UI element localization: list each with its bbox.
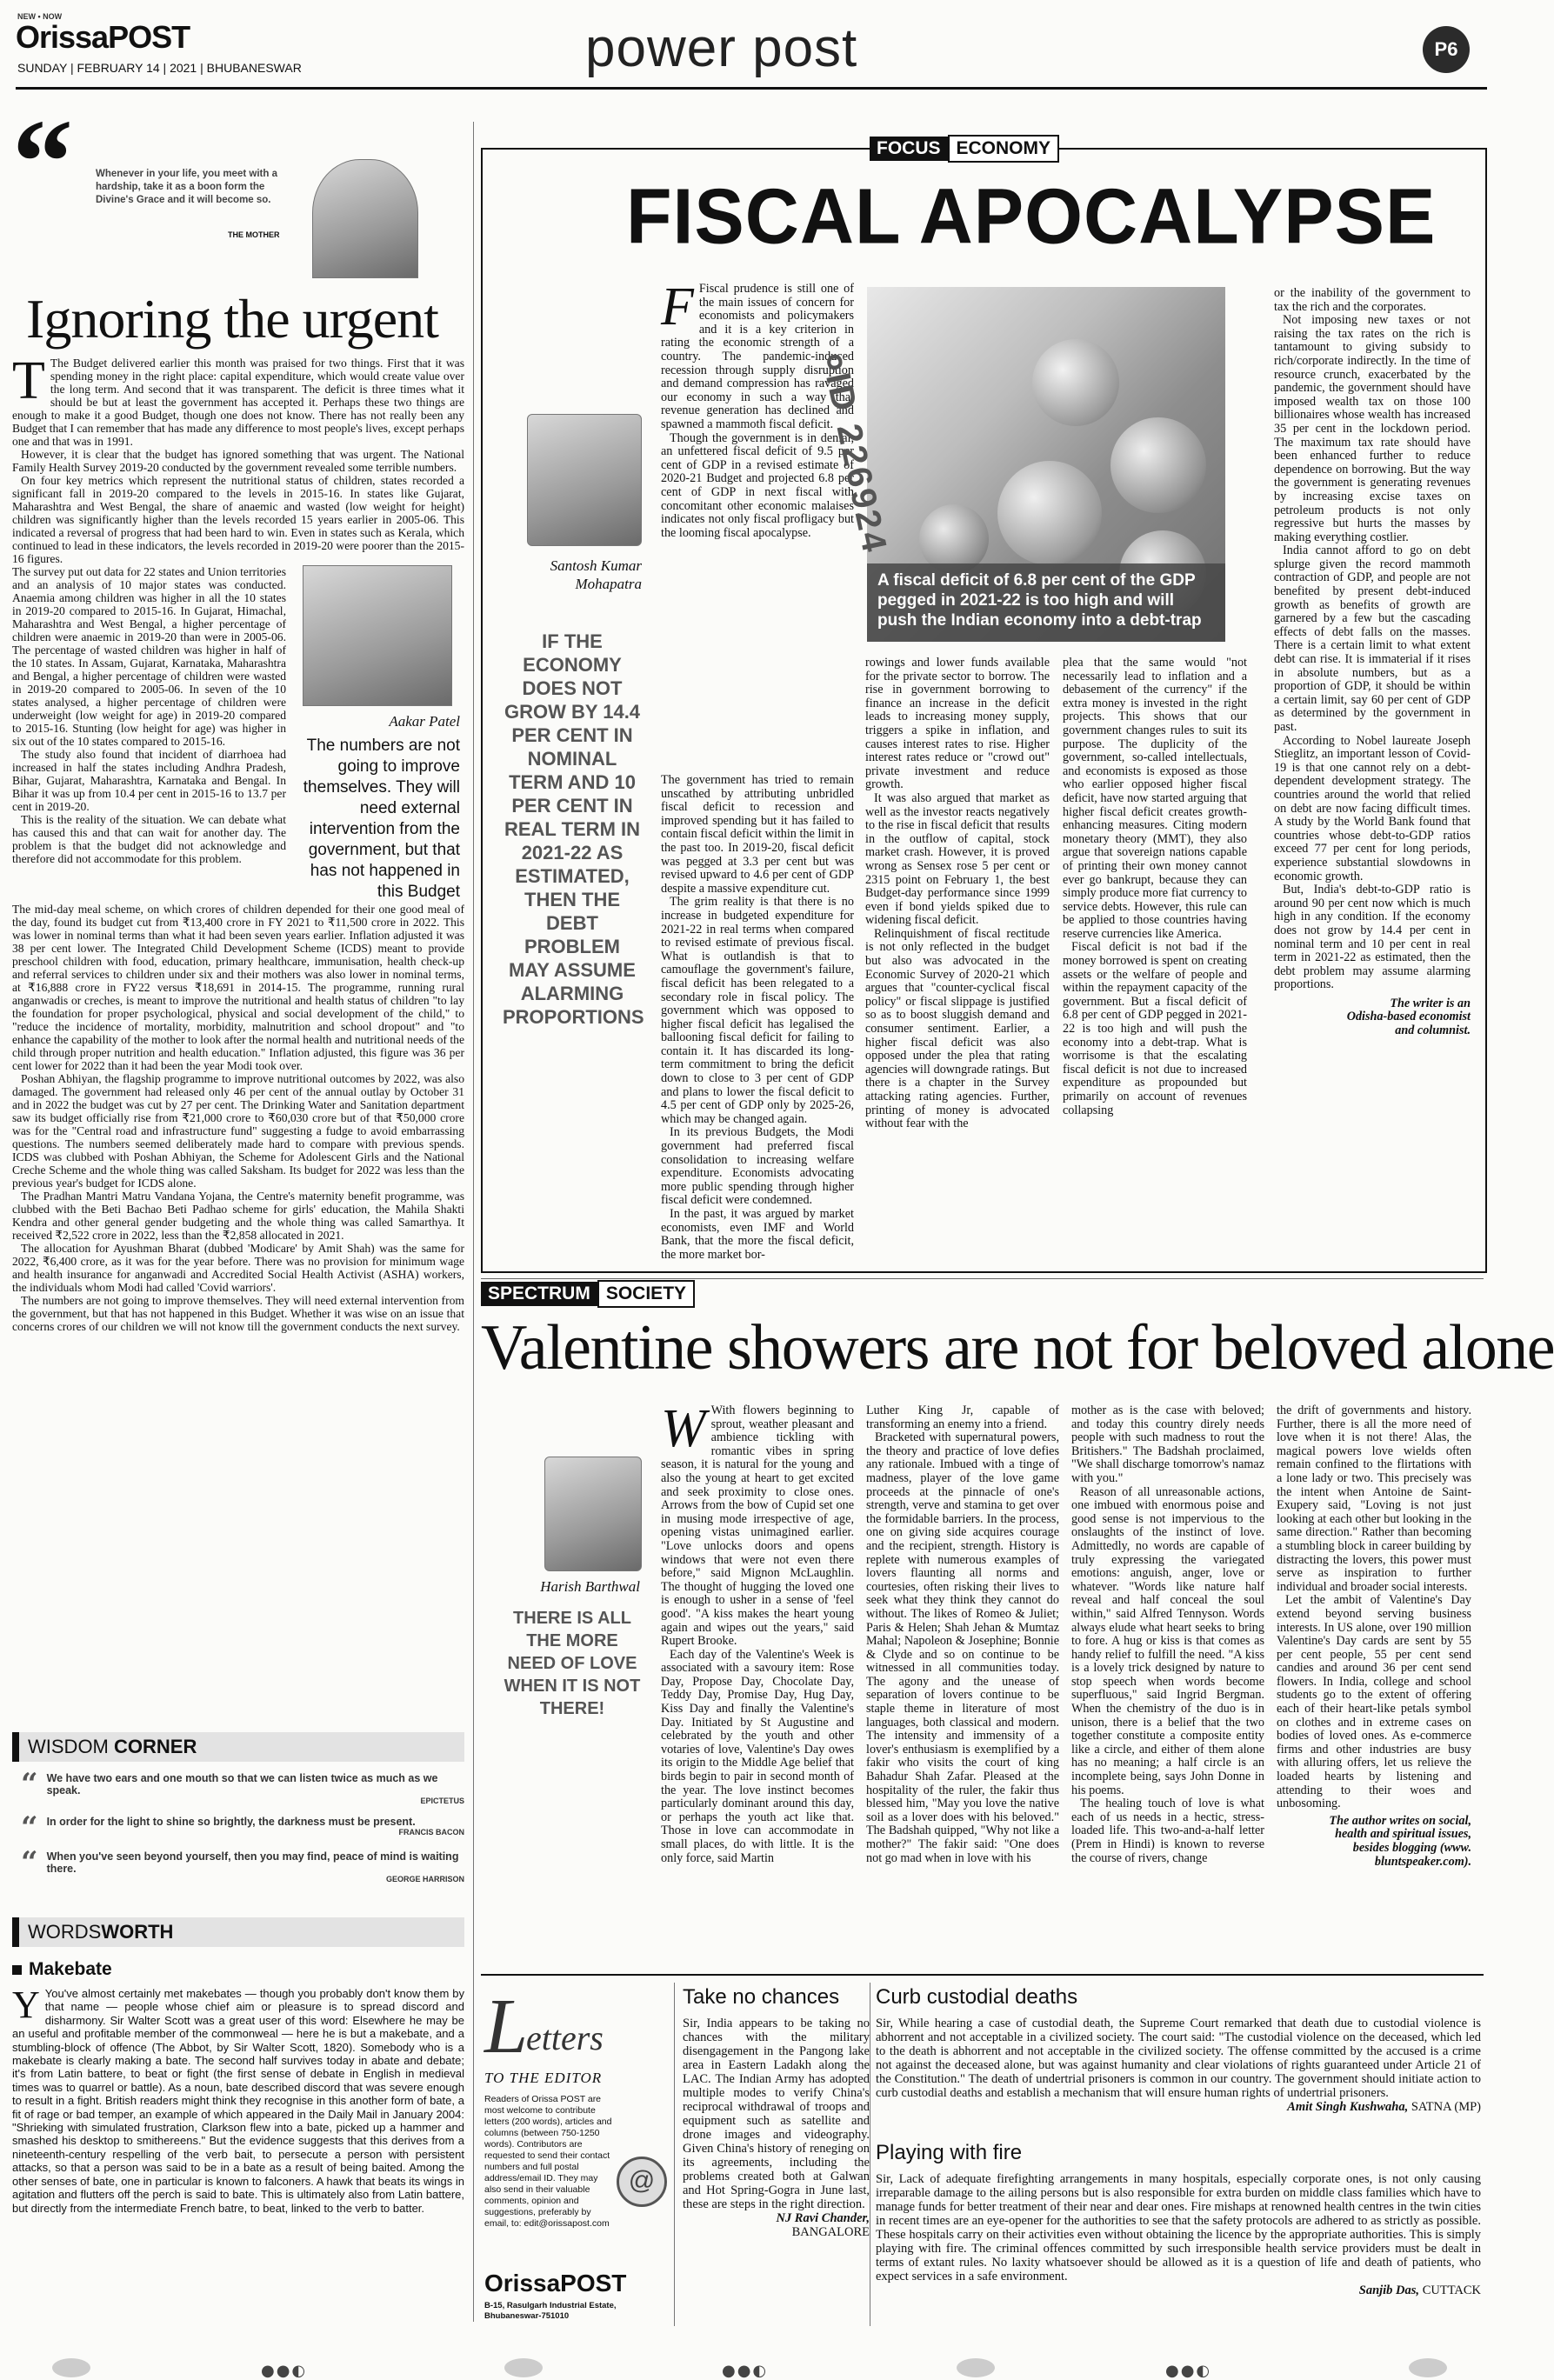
dropcap: F (661, 277, 694, 337)
page-decoration-dots: ●●◐ (722, 2362, 769, 2380)
paragraph: the drift of governments and history. Further, there is all the more need of love when it is not there! Alas, the magical powers love wields often remain confined to the flirtations with a lone lady or two. This precisely was the intent when Antoine de Saint-Exupery said, "Loving is not just looking at each other but looking in the same direction." Rather than becoming a stumbling block in career building by distracting the lovers, this power must serve as inspiration to further individual and broader social interests. (1277, 1403, 1471, 1594)
paragraph: Relinquishment of fiscal rectitude is not only reflected in the budget but also was advocated in the Economic Survey of 2020-21 which argues that "counter-cyclical fiscal policy" or fiscal slippage is justified so as to boost sluggish demand and consumer sentiment. Earlier, a higher fiscal deficit was also opposed under the plea that rating agencies will downgrade ratings. But there is a chapter in the Survey attacking rating agencies. Further, printing of money is advocated without fear with the (865, 926, 1050, 1131)
letter-playing-fire (876, 2141, 1481, 2297)
paragraph: Fiscal deficit is not bad if the money borrowed is spent on creating assets or the welfare of people and within the repayment capacity of the government. But a fiscal deficit of 6.8 per cent of GDP pegged in 2021-22 is too high and will push the economy into a debt-trap. What is worrisome is that the escalating fiscal deficit is not due to increased expenditure as propounded but primarily on account of revenues collapsing (1063, 940, 1247, 1117)
letters-logo: OrissaPOST (484, 2270, 627, 2297)
wordsworth-title-2: WORTH (101, 1921, 174, 1943)
fiscal-col-2 (661, 774, 854, 1261)
paragraph: The numbers are not going to improve themselves. They will need external intervention from the government, but that has not happened in this Budget. Whether it was wise on an issue that concerns crores of our children we will not know till the government conducts the next survey. (12, 1294, 464, 1333)
paragraph: In its previous Budgets, the Modi government had preferred fiscal consolidation to increasing welfare expenditure. Economists advocating more public spending through higher fiscal deficit were condemned. (661, 1125, 854, 1208)
page-decoration (52, 2358, 90, 2377)
letter-signature: NJ Ravi Chander, (776, 2211, 870, 2225)
paragraph: The Pradhan Mantri Matru Vandana Yojana, the Centre's maternity benefit programme, was clubbed with the Beti Bachao Beti Padhao scheme for girls' education, the Mahila Shakti Kendra and other general gender budgeting and the whole thing was called Samarthya. It received ₹2,522 crore in 2022, less than the ₹2,858 allocated in 2021. (12, 1190, 464, 1242)
dropcap: Y (12, 1983, 40, 2026)
paragraph: The Budget delivered earlier this month was praised for two things. First that it was spending money in the right place: capital expenditure, which would create value over the long term. And second that it was transparent. The deficit is three times what it should be but at least the government has accepted it. Perhaps these two things are enough to make it a good Budget, though one does not know. There has not really been any Budget that I can remember that has made any difference to most people's lives, except perhaps one and that was in 1991. (12, 357, 464, 448)
paragraph: In the past, it was argued by market economists, even IMF and World Bank, that the more the fiscal deficit, the more market bor- (661, 1207, 854, 1262)
author-photo-patel (303, 565, 452, 706)
masthead (16, 9, 1487, 89)
headline-valentine: Valentine showers are not for beloved alone (481, 1312, 1554, 1383)
paragraph: Not imposing new taxes or not raising the tax rates on the rich is tantamount to giving subsidy to rich/corporate indirectly. In the time of resource crunch, exacerbated by the pandemic, the government should have imposed wealth tax on those 100 billionaires whose wealth has increased 35 per cent in the lockdown period. The maximum tax rate should have been enhanced further to reduce dependence on borrowing. But the way the government is generating revenues by increasing excise taxes on petroleum products is not only regressive but hurts the masses by making everything costlier. (1274, 313, 1471, 544)
to-the-editor: TO THE EDITOR (484, 2070, 603, 2086)
paragraph: The survey put out data for 22 states and Union territories and an analysis of 10 major states was conducted. Anaemia among children was higher in all the 10 states in 2019-20 compared to 2015-16. In Gujarat, Himachal, Maharashtra and West Bengal, a higher percentage of children were anaemic in 2019-20 than were in 2005-06. The percentage of wasted children was higher in half of the 10 states. In Assam, Gujarat, Karnataka, Maharashtra and Bengal, a higher percentage of children were wasted in 2019-20 compared to 2005-06. In seven of the 10 states analysed, a higher percentage of children were underweight (low weight for age) in 2019-20 compared to 2015-16. Stunting (low height for age) was higher in six out of the 10 states compared to 2015-16. (12, 565, 286, 748)
valentine-col-2 (866, 1404, 1059, 1961)
column-divider (473, 122, 474, 2322)
wordsworth (12, 1917, 464, 2326)
paragraph: India cannot afford to go on debt splurge given the record mammoth contraction of GDP, and people are not benefited by present debt-induced growth as benefits of growth are garnered by a few but the cascading effects of debt falls on the masses. There is a certain limit to what extent debt can rise. It is immaterial if it rises in absolute numbers, but as a proportion of GDP, it should be within a certain limit, say 60 per cent of GDP as determined by the government in past. (1274, 543, 1471, 734)
quote-mark-icon: “ (21, 1810, 38, 1845)
paragraph: Poshan Abhiyan, the flagship programme to improve nutritional outcomes by 2022, was also damaged. The government had released only 46 per cent of the annual outlay by October 31 and in 2022 the budget was cut by 27 per cent. The Drinking Water and Sanitation department saw its budget officially rise from ₹21,000 crore to ₹60,030 crore but of that ₹50,000 crore was for the "Central road and infrastructure fund" suggesting a fudge to avoid embarrassing questions. The numbers seemed deliberately made hard to compare with previous spends. ICDS was clubbed with Poshan Abhiyan, the Scheme for Adolescent Girls and the National Creche Scheme and the whole thing was called Saksham. Its budget for 2022 was less than the previous year's budget for ICDS alone. (12, 1072, 464, 1190)
quote-mark-icon: “ (21, 1845, 38, 1880)
paragraph: With flowers beginning to sprout, weather pleasant and ambience tickling with romantic vibes in spring season, it is natural for the young and also the young at heart to get excited and seek proximity to close ones. Arrows from the bow of Cupid set one in musing mode irrespective of age, opening vistas unimagined earlier. "Love unlocks doors and opens windows that were not even there before," said Mignon McLaughlin. The thought of hugging the loved one is enough to usher in a sense of 'feel good'. "A kiss makes the heart young again and wipes out the years," said Rupert Brooke. (661, 1403, 854, 1649)
paragraph: But, India's debt-to-GDP ratio is around 90 per cent now which is much high in any condition. If the economy does not grow by 14.4 per cent in nominal term and 10 per cent in real term in 2021-22 as estimated, then the debt problem may assume alarming proportions. (1274, 883, 1471, 992)
email-at-icon: @ (617, 2157, 667, 2207)
fiscal-credit (1274, 997, 1471, 1038)
article-ignoring-body (12, 351, 464, 1333)
valentine-col-4 (1277, 1404, 1471, 1961)
paragraph: The allocation for Ayushman Bharat (dubbed 'Modicare' by Amit Shah) was the same for 2022, ₹6,400 crore, as it was for the year before. There was no provision for minimum wage and health insurance for anganwadi and Accredited Social Health Activist (ASHA) workers, the individuals whom Modi had called 'Covid warriors'. (12, 1242, 464, 1294)
paragraph: Though the government is in denial, an unfettered fiscal deficit of 9.5 per cent of GDP in a revised estimate of 2020-21 Budget and projected 6.8 per cent of GDP in next fiscal with concomitant other economic malaises indicates not only fiscal profligacy but the looming fiscal apocalypse. (661, 430, 854, 540)
paragraph: It was also argued that market as well as the investor reacts negatively to the rise in fiscal deficit that results in the outflow of capital, stock market crash. However, it is proved wrong as Sensex rose 5 per cent or 2315 point on February 1, the best Budget-day performance since 1999 even if bond yields spiked due to widening fiscal deficit. (865, 790, 1050, 928)
fiscal-col-5 (1274, 287, 1471, 1261)
coin-image (1032, 339, 1119, 426)
wisdom-title-2: CORNER (114, 1736, 197, 1757)
letters-logo-initial: L (484, 1983, 529, 2070)
page-number-badge: P6 (1423, 26, 1470, 73)
coin-image (1110, 417, 1206, 513)
fiscal-col-3 (865, 657, 1050, 1261)
wisdom-item (21, 1810, 464, 1845)
valentine-tag (481, 1280, 695, 1308)
credit-line: health and spiritual issues, (1335, 1827, 1471, 1842)
quote-mark-icon: “ (21, 1767, 38, 1802)
author-photo-mohapatra (527, 414, 642, 546)
wisdom-item (21, 1767, 464, 1805)
letter-take-no-chances (683, 1985, 870, 2324)
word-of-day-text: Makebate (29, 1959, 112, 1979)
wisdom-corner (12, 1732, 464, 1906)
wordsworth-title-1: WORDS (28, 1921, 102, 1943)
wordsworth-body: You've almost certainly met makebates — though you probably don't know them by that name — people whose chief aim or pleasure is to spread discord and disharmony. Sir Walter Scott was a great user of this word: Elsewhere he may be an useful and profitable member of the commonweal — here he is but a makebate, and a stumbling-block of offence (The Abbot, by Sir Walter Scott, 1820). Somebody who is a makebate is clearly making a bate. The second half survives today in abate and debate; it's from Latin battere, to beat or fight (the first sense of debate in English in medieval times was to quarrel or battle). As a noun, bate described discord that was severe enough to result in a fight. British readers might think they recognise in this another form of bate, a fit of rage or bad temper, an example of which appeared in the Daily Mail in January 2004: "Shrieking with simulated frustration, Clarkson flew into a bate, picked up a hammer and smashed his desktop to smithereens." But the evidence suggests that this derives from a nineteenth-century respelling of the verb bait, to persecute a person with persistent attacks, so that a person was said to be in a bate as a result of being baited. Among the other senses of bate, one in particular is known to falconers. A hawk that beats its wings in agitation and flutters off the perch is said to bate. This is ultimately also from Latin battere, but directly from the intermediate French batre, to beat, linked to the verb to batter. (12, 1987, 464, 2215)
coin-image (997, 461, 1102, 565)
letter-title: Curb custodial deaths (876, 1985, 1078, 2009)
quote-mark-icon: “ (12, 95, 73, 230)
section-divider (481, 1974, 1484, 1976)
letter-place: CUTTACK (1422, 2283, 1481, 2297)
headline-fiscal: FISCAL APOCALYPSE (626, 172, 1437, 261)
paragraph: Fiscal prudence is still one of the main issues of concern for economists and policymakers and it is a key criterion in rating the economic strength of a country. The pandemic-induced recession through supply disruption and demand compression has ravaged our economy in such a way that revenue generation has declined and spawned a mammoth fiscal deficit. (661, 282, 854, 431)
author-name-mohapatra (496, 557, 642, 593)
paragraph: or the inability of the government to tax the rich and the corporates. (1274, 286, 1471, 314)
paragraph: mother as is the case with beloved; and today this country direly needs people with such madness to rout the Britishers." The Badshah proclaimed, "We shall discharge tomorrow's namaz with you." (1071, 1403, 1264, 1485)
wisdom-quote: In order for the light to shine so brightly, the darkness must be present. (46, 1816, 416, 1828)
author-box-patel (295, 565, 460, 903)
paragraph: Reason of all unreasonable actions, one imbued with enormous poise and good sense is not impervious to the onslaughts of the instinct of love. Admittedly, no words are capable of truly expressing the variegated emotions: anguish, anger, love or whatever. "Words like nature half reveal and half conceal the soul within," said Alfred Tennyson. Words always elude what heart seeks to bring to fore. A hug or kiss is that comes as handy relief to fulfill the need. "A kiss is a lovely trick designed by nature to stop speech when words become superfluous," said Ingrid Bergman. When the chemistry of the duo is in unison, there is a belief that the two together constitute a composite entity like a circle, and either of them alone has no meaning; a half circle is an incomplete being, says John Donne in his poems. (1071, 1484, 1264, 1797)
wisdom-title-1: WISDOM (28, 1736, 109, 1757)
letters-logo-rest: etters (526, 2018, 604, 2057)
fiscal-col-4 (1063, 657, 1247, 1261)
paragraph: The grim reality is that there is no increase in budgeted expenditure for 2021-22 in real terms when compared to revised estimate of previous fiscal. What is outlandish is that to camouflage the government's failure, fiscal deficit has been relegated to a secondary role in fiscal policy. The government which was opposed to higher fiscal deficit has legalised the ballooning fiscal deficit for failing to contain it. It has discarded its long-term commitment to bring the deficit down to close to 3 per cent of GDP and plans to lower the fiscal deficit to 4.5 per cent of GDP only by 2025-26, which may be changed again. (661, 895, 854, 1126)
valentine-col-1 (661, 1399, 854, 1961)
paragraph: This is the reality of the situation. We can debate what has caused this and that can wait for another day. The problem is that the budget did not acknowledge and therefore did not accommodate for this problem. (12, 813, 286, 865)
paragraph: However, it is clear that the budget has ignored something that was urgent. The National Family Health Survey 2019-20 conducted by the government revealed some terrible numbers. (12, 448, 464, 474)
credit-line: bluntspeaker.com). (1374, 1854, 1471, 1869)
wisdom-corner-title (12, 1732, 464, 1762)
letters-address: B-15, Rasulgarh Industrial Estate, Bhubaneswar-751010 (484, 2301, 617, 2321)
credit-line: Odisha-based economist (1346, 1010, 1471, 1024)
letters-sidebar (481, 1983, 668, 2330)
letter-body: Sir, Lack of adequate firefighting arrangements in many hospitals, especially corporate ones, is not only causing irreparable damage to the ailing persons but is also responsible for extra burden on middle class families which have to manage funds for better treatment of their near and dear ones. Fire mishaps at renowned health centres in the twin cities in recent times are an eye-opener for the authorities to see that the safety protocols are adhered to as strictly as possible. These hospitals carry on their activities even without obtaining the licence by the appropriate authorities. This is simply playing with fire. The criminal offences committed by such irresponsible health service providers must be dealt in terms of extant rules. No laxity whatsoever should be allowed as it is a question of life and death of patients, who expect services in a safe environment. (876, 2172, 1481, 2283)
dropcap: W (661, 1399, 706, 1458)
paragraph: plea that the same would "not necessarily lead to inflation and a debasement of the currency" if the extra money is invested in the right projects. This shows that our government changes rules to suit its purpose. The duplicity of the government, so-called intellectuals, and economists is exposed as those who earlier opposed higher fiscal deficit, have now started arguing that higher fiscal deficit creates growth-enhancing measures. Citing modern monetary theory (MMT), they also argue that sovereign nations capable of printing their own money cannot ever go bankrupt, because they can simply produce more fiat currency to service debts. However, this rule can be applied to those countries having reserve currencies like America. (1063, 656, 1247, 941)
paragraph: Let the ambit of Valentine's Day extend beyond serving business interests. In US alone, over 190 million Valentine's Day cards are sent by 55 per cent people, 55 per cent send candies and around 36 per cent send flowers. In India, college and school students go to the extent of offering each of their heart-like petals symbol on clothes and in extreme cases on bodies of loved ones. As e-commerce firms and other industries are busy with alluring offers, let us relieve the loaded hearts by listening and attending to their woes and unbosoming. (1277, 1593, 1471, 1811)
credit-line: The writer is an (1390, 996, 1471, 1010)
wisdom-quote: We have two ears and one mouth so that we can listen twice as much as we speak. (46, 1772, 438, 1797)
column-divider (674, 1983, 675, 2326)
masthead-tagline: NEW • NOW (17, 12, 63, 21)
page-decoration (957, 2358, 995, 2377)
page-decoration (1409, 2358, 1447, 2377)
page-decoration-dots: ●●◐ (261, 2362, 308, 2380)
letter-title: Playing with fire (876, 2141, 1023, 2164)
wisdom-quote: When you've seen beyond yourself, then you may find, peace of mind is waiting there. (46, 1850, 459, 1875)
author-portrait-photo (312, 159, 418, 278)
author-photo-barthwal (544, 1457, 642, 1571)
currency-photo (814, 287, 1225, 642)
paragraph: According to Nobel laureate Joseph Stieglitz, an important lesson of Covid-19 is that one cannot rely on a debt-dependent development strategy. The countries around the world that relied on debt are now facing difficult times. A study by the World Bank found that countries whose debt-to-GDP ratios exceed 77 per cent for long periods, experience substantial slowdowns in economic growth. (1274, 733, 1471, 883)
page-decoration (504, 2358, 543, 2377)
tag-spectrum: SPECTRUM (481, 1282, 597, 1306)
credit-line: besides blogging (www. (1352, 1841, 1471, 1855)
author-name-line: Santosh Kumar (550, 557, 642, 574)
section-divider (481, 1278, 1484, 1279)
dropcap: T (12, 351, 45, 410)
valentine-credit (1277, 1815, 1471, 1869)
wisdom-author: EPICTETUS (420, 1797, 464, 1805)
letter-title: Take no chances (683, 1985, 840, 2009)
tag-focus: FOCUS (870, 137, 948, 161)
letter-place: BANGALORE (791, 2225, 870, 2239)
letter-signature: Amit Singh Kushwaha, (1287, 2100, 1409, 2114)
letter-body: Sir, India appears to be taking no chances with the military disengagement in the Pangong lake area in Eastern Ladakh along the LAC. The Indian Army has adopted multiple modes to verify China's reciprocal withdrawal of troops and equipment such as satellite and drone images and videography. Given China's history of reneging on its agreements, including the problems created both at Galwan and Hot Spring-Gogra in June last, these are steps in the right direction. (683, 2017, 870, 2211)
letter-place: SATNA (MP) (1411, 2100, 1481, 2114)
photo-caption: A fiscal deficit of 6.8 per cent of the GDP pegged in 2021-22 is too high and will push the Indian economy into a debt-trap (867, 563, 1225, 642)
banknote-serial: ०ID 226924 (814, 349, 895, 558)
paragraph: The study also found that incident of diarrhoea had increased in half the states including Andhra Pradesh, Bihar, Gujarat, Maharashtra, Karnataka and Bengal. In Bihar it was up from 10.4 per cent in 2015-16 to 13.7 per cent in 2019-20. (12, 748, 286, 813)
headline-ignoring: Ignoring the urgent (26, 288, 438, 350)
quote-text: Whenever in your life, you meet with a hardship, take it as a boon form the Divine's Grace and it will become so. (96, 169, 277, 205)
letter-signature: Sanjib Das, (1358, 2283, 1420, 2297)
credit-line: The author writes on social, (1329, 1813, 1471, 1828)
author-name-patel: Aakar Patel (389, 713, 460, 730)
bullet-square-icon (12, 1965, 22, 1975)
word-of-day (12, 1959, 464, 1980)
paragraph: Each day of the Valentine's Week is associated with a savoury item: Rose Day, Propose Day, Chocolate Day, Teddy Day, Promise Day, Hug Day, Kiss Day and finally the Valentine's Day. Initiated by St Augustine and celebrated by the youth and other votaries of love, Valentine's Day owes its origin to the Middle Age belief that birds begin to pair in second month of the year. The love instinct becomes particularly dominant around this day, or perhaps the youth act like that. Those in love can accommodate in small places, do with little. It is the only force, said Martin (661, 1647, 854, 1865)
tag-economy: ECONOMY (948, 135, 1060, 163)
section-title: power post (585, 18, 858, 78)
author-name-line: Mohapatra (575, 576, 642, 592)
wisdom-item (21, 1845, 464, 1883)
pull-quote-valentine: THERE IS ALL THE MORE NEED OF LOVE WHEN IT IS NOT THERE! (504, 1609, 641, 1718)
author-name-barthwal: Harish Barthwal (540, 1578, 640, 1595)
wisdom-author: GEORGE HARRISON (385, 1875, 464, 1883)
wordsworth-title (12, 1917, 464, 1947)
fiscal-tag (870, 135, 1059, 163)
quote-box (12, 95, 464, 274)
paragraph: The mid-day meal scheme, on which crores of children depended for their one good meal of the day, found its budget cut from ₹13,400 crore in FY 2021 to ₹11,500 crore in 2022. This was lower in nominal terms than what it had been seven years earlier. Inflation adjusted it was 38 per cent lower. The Integrated Child Development Scheme (ICDS) meant to provide preschool children with food, education, primary healthcare, immunisation, health check-up and referral services to children under six and their mothers was also lower in nominal terms, at ₹16,888 crore in FY22 versus ₹18,691 in 2014-15. The programme, running rural anganwadis or creches, is meant to improve the nutritional and health status of children "to lay the foundation for proper psychological, physical and social development of the child," to "reduce the incidence of mortality, morbidity, malnutrition and school dropout" and "to enhance the capability of the mother to look after the normal health and nutritional needs of the child through proper nutrition and health education." Inflation adjusted, this figure was 36 per cent lower for 2022 than it had been the year Modi took over. (12, 903, 464, 1072)
paragraph: Luther King Jr, capable of transforming an enemy into a friend. (866, 1403, 1059, 1431)
page-decoration-dots: ●●◐ (1165, 2362, 1212, 2380)
paragraph: The government has tried to remain unscathed by attributing unbridled fiscal deficit to recession and improved spending but it has failed to contain fiscal deficit within the limit in the past too. In 2019-20, fiscal deficit was pegged at 3.3 per cent but was revised upward to 4.6 per cent of GDP despite a massive expenditure cut. (661, 773, 854, 896)
letters-intro: Readers of Orissa POST are most welcome to contribute letters (200 words), articles and columns (between 750-1250 words). Contributors are requested to send their contact numbers and full postal address/email ID. They may also send in their valuable comments, opinion and suggestions, preferably by email, to: edit@orissapost.com (484, 2094, 612, 2229)
letter-curb-custodial (876, 1985, 1481, 2114)
quote-author: THE MOTHER (228, 230, 280, 239)
pull-quote-fiscal: IF THE ECONOMY DOES NOT GROW BY 14.4 PER CENT IN NOMINAL TERM AND 10 PER CENT IN REAL TERM IN 2021-22 AS ESTIMATED, THEN THE DEBT PROBLEM MAY ASSUME ALARMING PROPORTIONS (503, 630, 644, 1028)
pull-quote-patel: The numbers are not going to improve themselves. They will need external intervention from the government, but that has not happened in this Budget (303, 737, 460, 901)
paragraph: The healing touch of love is what each of us needs in a hectic, stress-loaded life. This two-and-a-half letter (Prem in Hindi) is known to reverse the course of rivers, change (1071, 1797, 1264, 1865)
paragraph: rowings and lower funds available for the private sector to borrow. The rise in government borrowing to finance an increase in the deficit leads to increasing money supply, triggers a spike in inflation, and causes interest rates to rise. Higher interest rates reduce or "crowd out" private investment and reduce growth. (865, 656, 1050, 792)
credit-line: and columnist. (1395, 1023, 1471, 1038)
tag-society: SOCIETY (597, 1280, 695, 1308)
wordsworth-text (12, 1983, 464, 2215)
paragraph: Bracketed with supernatural powers, the theory and practice of love defies any rationale. Imbued with a tinge of madness, player of the love game proceeds at the pinnacle of one's strength, verve and stamina to get over the formidable barriers. In the process, one on giving side acquires courage and the recipient, strength. History is replete with numerous examples of lovers flaunting all norms and courtesies, often risking their lives to seek what they think they cannot do without. The likes of Romeo & Juliet; Paris & Helen; Shah Jehan & Mumtaz Mahal; Napoleon & Josephine; Bonnie & Clyde and so on continue to be witnessed in all communities today. The agony and the unease of separation of lovers continue to be staple theme in literature of most languages, both classical and modern. The intensity and immensity of a lover's enthusiasm is exemplified by a fakir who visits the court of king Bahadur Shah Zafar. Pleased at the hospitality of the ruler, the fakir thus blessed him, "May you love the native soil as a lover does with his beloved." The Badshah quipped, "Why not like a mother?" The fakir said: "One does not go mad when in love with his (866, 1430, 1059, 1865)
paragraph: On four key metrics which represent the nutritional status of children, states recorded a significant fall in 2019-20 compared to the levels in 2015-16. In states like Gujarat, Maharashtra and West Bengal, the share of anaemic and wasted (low weight for height) children was significantly higher than the levels recorded 15 years earlier in 2005-06. This indicated a reversal of progress that had been hard to win. Even in states such as Kerala, which continued to lead in these indicators, the levels recorded in 2019-20 were poorer than the 2015-16 figures. (12, 474, 464, 565)
valentine-col-3 (1071, 1404, 1264, 1961)
wisdom-author: FRANCIS BACON (398, 1828, 464, 1837)
date-line: SUNDAY | FEBRUARY 14 | 2021 | BHUBANESWAR (17, 61, 302, 75)
letter-body: Sir, While hearing a case of custodial death, the Supreme Court remarked that death due to custodial violence is abhorrent and not acceptable in a civilized society. The court said: "The custodial violence on the deceased, which led to the death is abhorrent and not acceptable in the civilized society. The offense committed by the accused is a crime not against the deceased alone, but was against humanity and clear violations of rights guaranteed under Article 21 of the Constitution." The death of undertrial prisoners is common in our country. The government should initiate action to curb custodial deaths and establish a mechanism that will ensure human rights of undertrial prisoners. (876, 2017, 1481, 2100)
masthead-rule (16, 87, 1487, 90)
logo: OrissaPOST (16, 19, 190, 55)
